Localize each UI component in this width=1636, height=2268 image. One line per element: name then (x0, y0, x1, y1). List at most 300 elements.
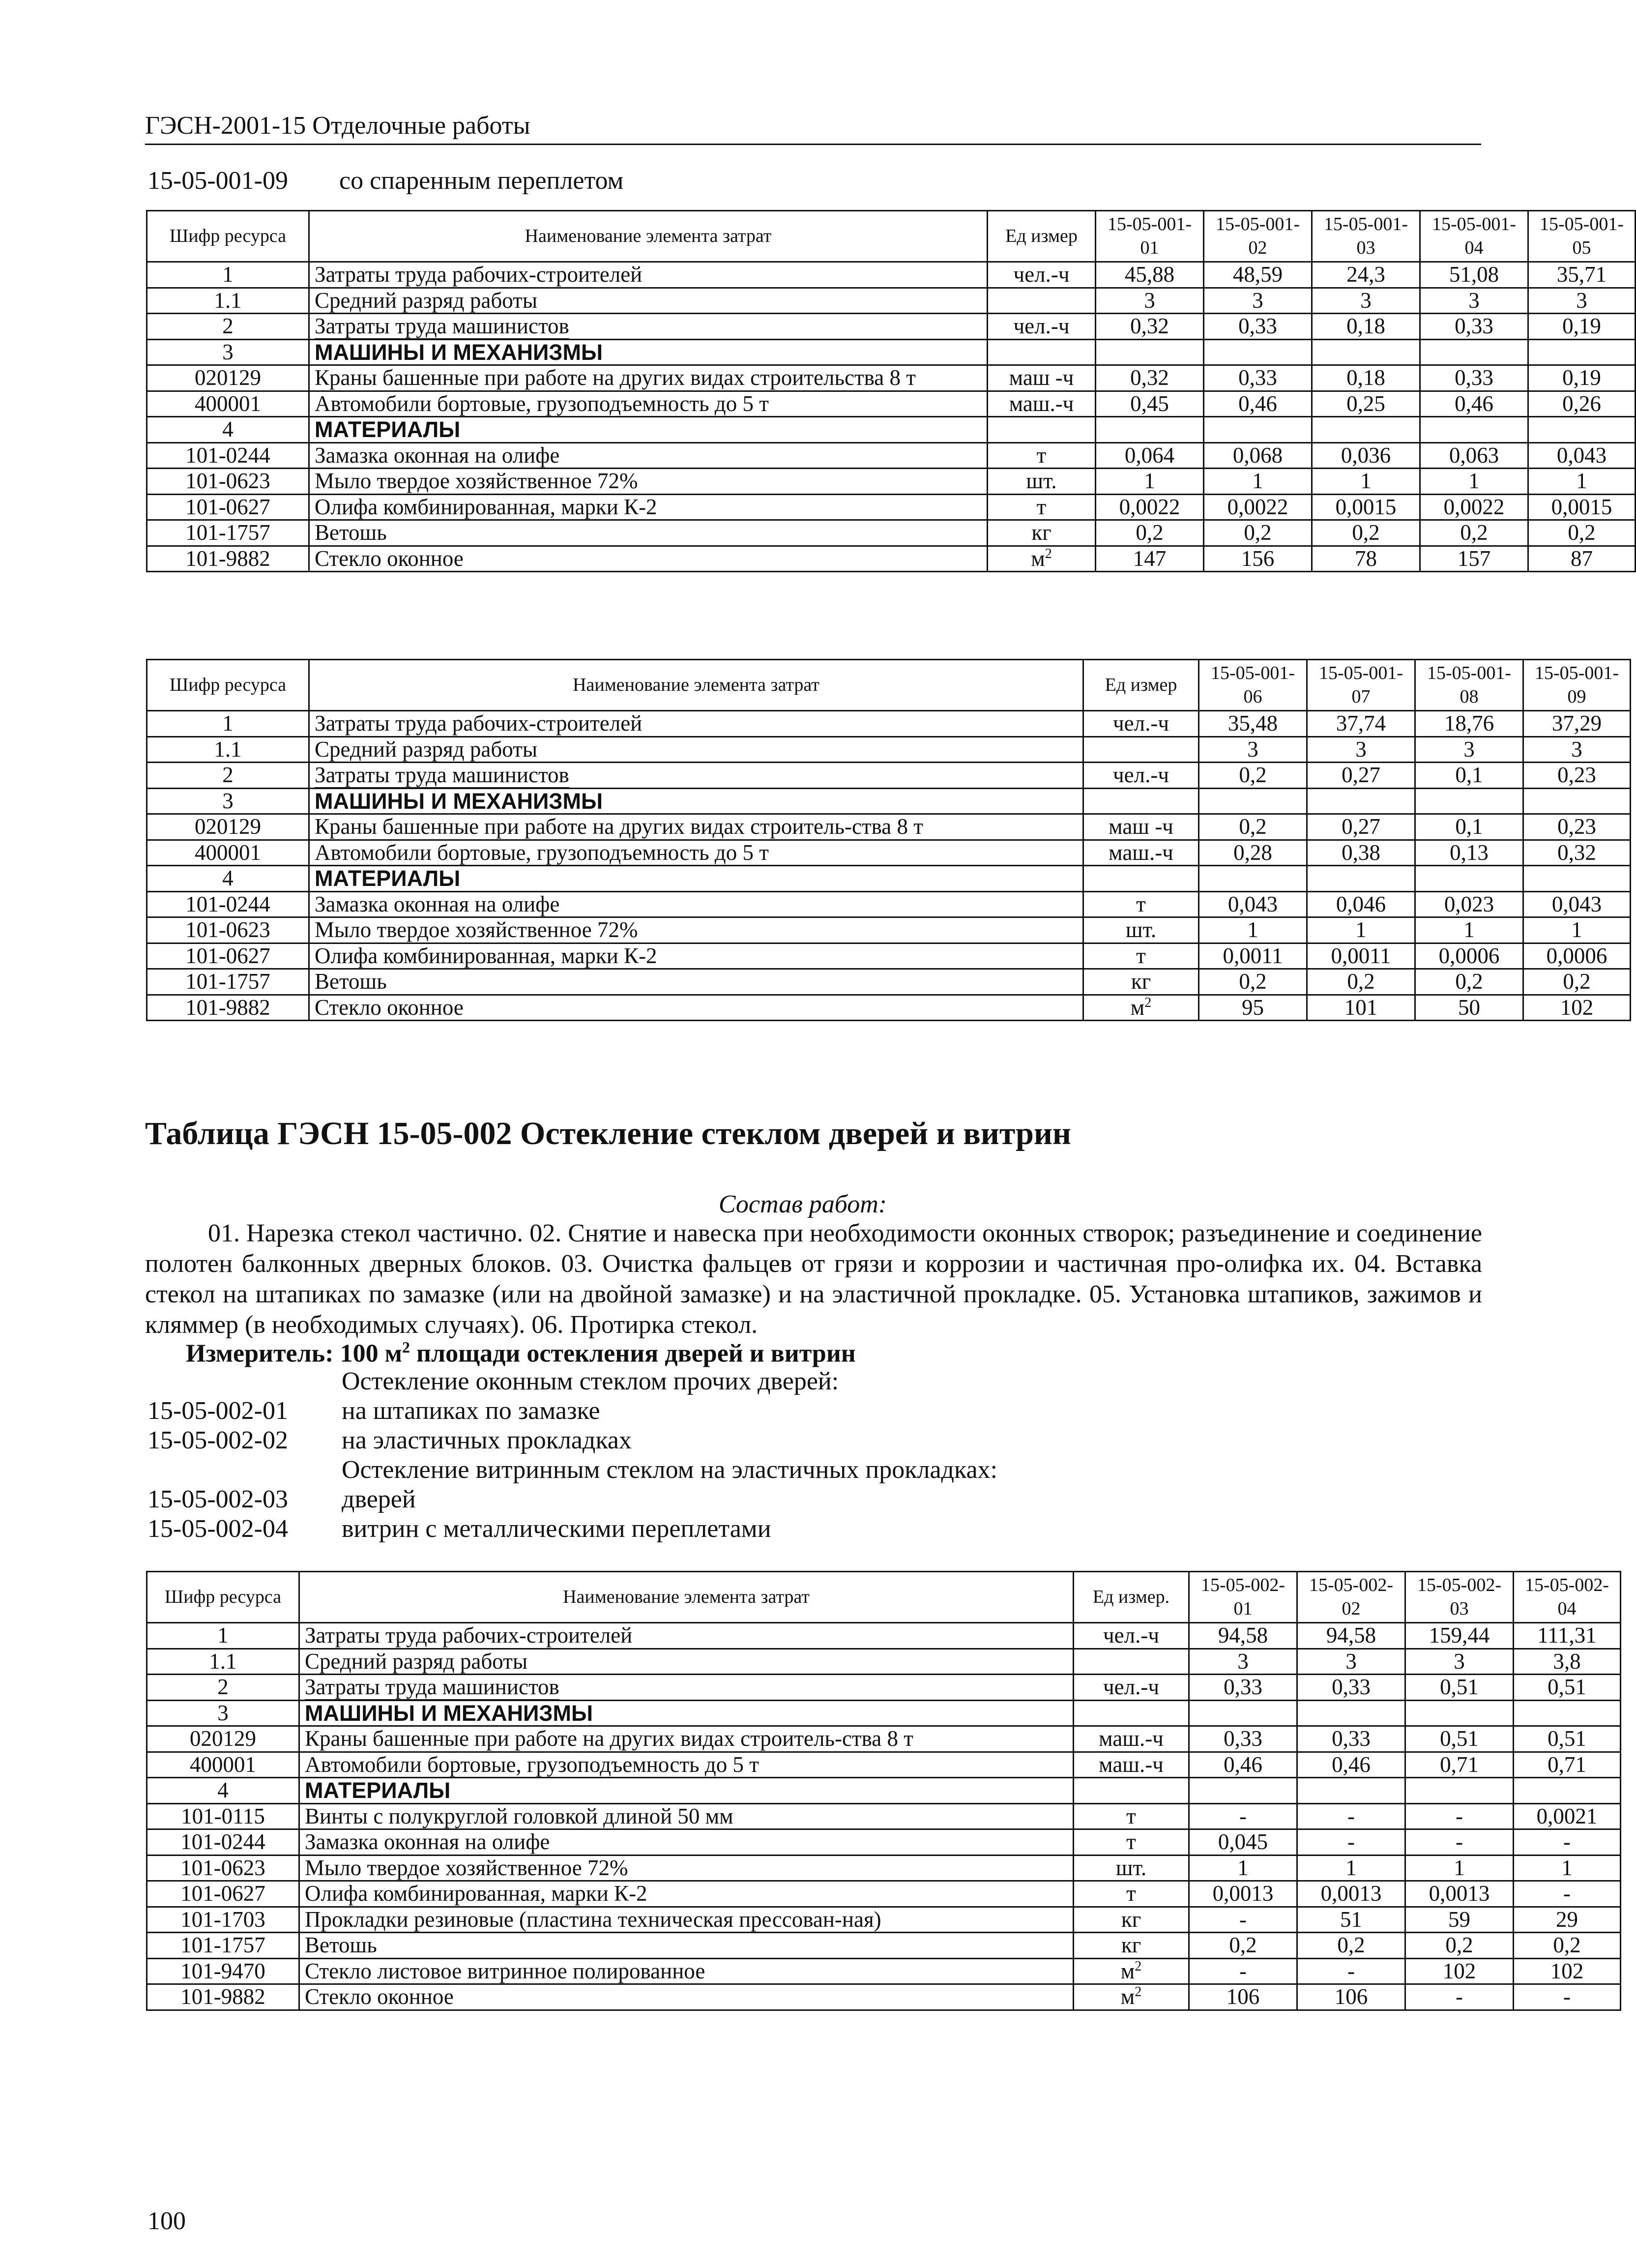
resource-value (1420, 417, 1528, 443)
resource-name-text: МАТЕРИАЛЫ (315, 417, 461, 442)
resource-value: 0,19 (1528, 365, 1636, 391)
resource-name-text: Средний разряд работы (305, 1649, 528, 1674)
resource-unit: чел.-ч (988, 314, 1096, 340)
resource-unit (988, 288, 1096, 314)
resource-name-text: Автомобили бортовые, грузоподъемность до 5 т (315, 391, 769, 416)
resource-name (309, 365, 988, 391)
table-row (147, 917, 1631, 943)
resource-name (309, 339, 988, 365)
resource-value (1528, 339, 1636, 365)
resource-value (1415, 866, 1523, 892)
resource-value: 0,13 (1415, 840, 1523, 866)
resource-name-text: Автомобили бортовые, грузоподъемность до 5 т (315, 840, 769, 865)
resource-value: 37,29 (1523, 711, 1631, 737)
resource-value: 0,51 (1405, 1675, 1514, 1701)
table-row (147, 788, 1631, 814)
group-heading-2: Остекление витринным стеклом на эластичных прокладках: (342, 1456, 997, 1484)
resource-name-text: Стекло листовое витринное полированное (305, 1958, 705, 1983)
resource-value: 0,0013 (1297, 1881, 1405, 1907)
resource-value: 0,27 (1307, 763, 1415, 789)
resource-name (309, 417, 988, 443)
resource-value: 102 (1514, 1958, 1621, 1984)
table-row (147, 1726, 1621, 1752)
resource-value: 0,26 (1528, 391, 1636, 417)
resource-code: 101-1757 (147, 520, 309, 546)
work-composition-text: 01. Нарезка стекол частично. 02. Снятие и навеска при необходимости оконных створок; разъединение и соединение полотен балконных дверных блоков. 03. Очистка фальцев от грязи и коррозии и частичная про-олифка их. 04. Вставка стекол на штапиках по замазке (или на двойной замазке) и на эластичной прокладке. 05. Установка штапиков, зажимов и кляммер (в необходимых случаях). 06. Протирка стекол. (145, 1219, 1482, 1339)
header-unit: Ед измер (988, 211, 1096, 262)
header-unit: Ед измер. (1074, 1572, 1189, 1623)
resource-value: 0,0021 (1514, 1803, 1621, 1829)
measure-value: 100 м (340, 1339, 403, 1368)
resource-name-text: Затраты труда машинистов (315, 763, 569, 787)
resource-name-text: МАШИНЫ И МЕХАНИЗМЫ (315, 788, 603, 814)
resource-name (309, 814, 1083, 840)
resource-name-text: МАТЕРИАЛЫ (315, 866, 461, 891)
resource-value: 3,8 (1514, 1649, 1621, 1675)
resource-value (1297, 1700, 1405, 1726)
resource-value: 3 (1405, 1649, 1514, 1675)
option-code: 15-05-002-03 (147, 1485, 288, 1513)
resource-value: 0,23 (1523, 763, 1631, 789)
resource-code: 2 (147, 763, 309, 789)
resource-value: 0,45 (1096, 391, 1204, 417)
resource-name (309, 969, 1083, 995)
resource-name (299, 1984, 1074, 2010)
table-row (147, 339, 1636, 365)
resource-value: 0,0022 (1096, 494, 1204, 520)
table-row (147, 711, 1631, 737)
resource-value: - (1514, 1984, 1621, 2010)
resource-table-3 (146, 1571, 1621, 2011)
table-header-row (147, 1572, 1621, 1623)
option-text: на эластичных прокладках (342, 1426, 632, 1454)
resource-value: 159,44 (1405, 1623, 1514, 1649)
resource-value: 0,2 (1415, 969, 1523, 995)
resource-name (299, 1881, 1074, 1907)
resource-unit: шт. (1074, 1855, 1189, 1881)
resource-value (1415, 788, 1523, 814)
resource-code: 3 (147, 339, 309, 365)
resource-code: 3 (147, 1700, 299, 1726)
resource-unit: маш.-ч (1074, 1752, 1189, 1778)
option-row-1 (147, 1396, 600, 1425)
resource-code: 400001 (147, 840, 309, 866)
resource-value: 0,46 (1297, 1752, 1405, 1778)
resource-table-2 (146, 659, 1631, 1021)
resource-value: 0,32 (1096, 365, 1204, 391)
resource-name (299, 1649, 1074, 1675)
resource-value: - (1405, 1984, 1514, 2010)
resource-value: 111,31 (1514, 1623, 1621, 1649)
unit-superscript: 2 (1144, 995, 1152, 1010)
resource-value: 1 (1405, 1855, 1514, 1881)
table-row (147, 969, 1631, 995)
resource-unit: маш.-ч (988, 391, 1096, 417)
resource-value: 51 (1297, 1907, 1405, 1933)
resource-unit: $м^2$ (1074, 1984, 1189, 2010)
resource-value: 0,046 (1307, 891, 1415, 917)
resource-value: 0,2 (1096, 520, 1204, 546)
resource-name (299, 1933, 1074, 1959)
resource-unit: шт. (988, 469, 1096, 495)
resource-value: 78 (1312, 546, 1420, 572)
table-row (147, 866, 1631, 892)
work-composition-label: Состав работ: (718, 1190, 887, 1218)
resource-value: 51,08 (1420, 262, 1528, 288)
resource-name-text: Краны башенные при работе на других видах строитель-ства 8 т (305, 1726, 913, 1751)
resource-value: 0,043 (1528, 442, 1636, 469)
resource-value: 3 (1199, 736, 1307, 763)
resource-code: 020129 (147, 365, 309, 391)
resource-name (309, 943, 1083, 969)
resource-value: 1 (1312, 469, 1420, 495)
resource-code: 101-0623 (147, 469, 309, 495)
table-row (147, 1675, 1621, 1701)
resource-name (309, 866, 1083, 892)
resource-value: 1 (1523, 917, 1631, 943)
header-column-code: 15-05-001-06 (1199, 660, 1307, 711)
subheader (147, 166, 623, 195)
resource-code: 4 (147, 866, 309, 892)
table-row (147, 995, 1631, 1021)
resource-code: 1 (147, 1623, 299, 1649)
resource-value (1307, 788, 1415, 814)
resource-value (1523, 866, 1631, 892)
resource-value: 0,0022 (1204, 494, 1312, 520)
option-code: 15-05-002-01 (147, 1397, 288, 1425)
resource-value: 0,036 (1312, 442, 1420, 469)
resource-value: 147 (1096, 546, 1204, 572)
resource-name-text: Замазка оконная на олифе (315, 442, 560, 468)
resource-value: 87 (1528, 546, 1636, 572)
table-row (147, 840, 1631, 866)
resource-code: 1.1 (147, 736, 309, 763)
resource-name-text: Стекло оконное (305, 1984, 454, 2009)
resource-value: - (1514, 1881, 1621, 1907)
header-column-code: 15-05-001-08 (1415, 660, 1523, 711)
header-column-code: 15-05-001-04 (1420, 211, 1528, 262)
table-row (147, 520, 1636, 546)
resource-value (1189, 1778, 1297, 1804)
resource-unit: маш.-ч (1074, 1726, 1189, 1752)
resource-value: 156 (1204, 546, 1312, 572)
resource-name-text: МАШИНЫ И МЕХАНИЗМЫ (315, 339, 603, 365)
resource-value: 0,2 (1199, 763, 1307, 789)
resource-unit (1074, 1700, 1189, 1726)
table-row (147, 288, 1636, 314)
resource-table-1 (146, 210, 1636, 572)
table-row (147, 1623, 1621, 1649)
resource-name-text: Мыло твердое хозяйственное 72% (305, 1855, 628, 1880)
resource-value: 0,46 (1189, 1752, 1297, 1778)
table-row (147, 1829, 1621, 1856)
resource-name-text: Автомобили бортовые, грузоподъемность до 5 т (305, 1752, 759, 1777)
resource-value: 0,2 (1199, 969, 1307, 995)
resource-value: 0,064 (1096, 442, 1204, 469)
resource-code: 101-0244 (147, 891, 309, 917)
header-column-code: 15-05-002-03 (1405, 1572, 1514, 1623)
resource-value: 0,2 (1528, 520, 1636, 546)
resource-name (309, 391, 988, 417)
resource-unit: кг (1074, 1933, 1189, 1959)
page-number: 100 (147, 2207, 186, 2235)
resource-value: 35,71 (1528, 262, 1636, 288)
resource-name (299, 1907, 1074, 1933)
resource-unit: маш -ч (1083, 814, 1199, 840)
resource-name (309, 442, 988, 469)
resource-value: 0,023 (1415, 891, 1523, 917)
table-row (147, 1984, 1621, 2010)
resource-value (1420, 339, 1528, 365)
header-column-code: 15-05-001-07 (1307, 660, 1415, 711)
unit-superscript: 2 (1045, 546, 1052, 561)
resource-value: 0,38 (1307, 840, 1415, 866)
resource-unit: т (1074, 1829, 1189, 1856)
resource-name (299, 1675, 1074, 1701)
resource-value: 3 (1307, 736, 1415, 763)
resource-value: 0,32 (1096, 314, 1204, 340)
resource-value: 0,2 (1189, 1933, 1297, 1959)
table-header-row (147, 660, 1631, 711)
resource-value: 0,2 (1420, 520, 1528, 546)
resource-name (299, 1752, 1074, 1778)
resource-value: 3 (1189, 1649, 1297, 1675)
header-name: Наименование элемента затрат (309, 211, 988, 262)
resource-value: 0,0006 (1415, 943, 1523, 969)
resource-value: 1 (1514, 1855, 1621, 1881)
resource-unit (1074, 1649, 1189, 1675)
table-row (147, 1649, 1621, 1675)
resource-value: 3 (1415, 736, 1523, 763)
resource-unit (1074, 1778, 1189, 1804)
resource-value: 0,0006 (1523, 943, 1631, 969)
table-header-row (147, 211, 1636, 262)
resource-code: 2 (147, 1675, 299, 1701)
resource-value: 1 (1189, 1855, 1297, 1881)
resource-value: 157 (1420, 546, 1528, 572)
resource-value: 0,0011 (1199, 943, 1307, 969)
resource-value: 0,043 (1199, 891, 1307, 917)
resource-value: 95 (1199, 995, 1307, 1021)
resource-name-text: Затраты труда машинистов (315, 314, 569, 338)
resource-code: 101-0244 (147, 1829, 299, 1856)
header-name: Наименование элемента затрат (299, 1572, 1074, 1623)
resource-value (1405, 1778, 1514, 1804)
resource-unit: $м^2$ (988, 546, 1096, 572)
resource-value: 3 (1312, 288, 1420, 314)
resource-value: 0,23 (1523, 814, 1631, 840)
resource-value: 1 (1415, 917, 1523, 943)
resource-code: 1.1 (147, 1649, 299, 1675)
resource-value (1199, 866, 1307, 892)
resource-name-text: Олифа комбинированная, марки К-2 (305, 1881, 647, 1906)
resource-value: 59 (1405, 1907, 1514, 1933)
resource-code: 400001 (147, 1752, 299, 1778)
resource-unit: шт. (1083, 917, 1199, 943)
resource-value: 0,33 (1297, 1726, 1405, 1752)
resource-value: 0,28 (1199, 840, 1307, 866)
resource-code: 1 (147, 711, 309, 737)
resource-name (309, 891, 1083, 917)
resource-unit: кг (988, 520, 1096, 546)
resource-value (1312, 417, 1420, 443)
table-row (147, 891, 1631, 917)
resource-code: 101-0627 (147, 1881, 299, 1907)
resource-value: 0,045 (1189, 1829, 1297, 1856)
resource-value: 45,88 (1096, 262, 1204, 288)
resource-value (1189, 1700, 1297, 1726)
resource-unit: т (1083, 943, 1199, 969)
resource-value: - (1189, 1803, 1297, 1829)
resource-unit (1083, 866, 1199, 892)
resource-value: 0,063 (1420, 442, 1528, 469)
header-title: ГЭСН-2001-15 Отделочные работы (145, 112, 530, 140)
table-row (147, 494, 1636, 520)
table-title: Таблица ГЭСН 15-05-002 Остекление стеклом дверей и витрин (145, 1116, 1071, 1151)
resource-value: 29 (1514, 1907, 1621, 1933)
resource-value: 0,043 (1523, 891, 1631, 917)
resource-name (309, 917, 1083, 943)
resource-name (299, 1700, 1074, 1726)
resource-value: 0,2 (1204, 520, 1312, 546)
resource-unit: чел.-ч (988, 262, 1096, 288)
resource-value: 0,51 (1405, 1726, 1514, 1752)
resource-value: - (1189, 1958, 1297, 1984)
resource-code: 101-1757 (147, 1933, 299, 1959)
table-row (147, 1958, 1621, 1984)
resource-code: 101-9882 (147, 1984, 299, 2010)
resource-name-text: Винты с полукруглой головкой длиной 50 мм (305, 1803, 733, 1828)
resource-name (299, 1803, 1074, 1829)
resource-value: 0,27 (1307, 814, 1415, 840)
header-code: Шифр ресурса (147, 660, 309, 711)
unit-superscript: 2 (1135, 1984, 1142, 2000)
resource-value (1204, 339, 1312, 365)
resource-unit: маш.-ч (1083, 840, 1199, 866)
measure-label: Измеритель: (186, 1339, 334, 1368)
resource-code: 101-9882 (147, 995, 309, 1021)
resource-code: 101-0244 (147, 442, 309, 469)
resource-value: 106 (1297, 1984, 1405, 2010)
resource-unit: т (988, 442, 1096, 469)
resource-name (309, 788, 1083, 814)
resource-name (309, 711, 1083, 737)
header-column-code: 15-05-001-09 (1523, 660, 1631, 711)
resource-value (1307, 866, 1415, 892)
resource-value: - (1405, 1829, 1514, 1856)
resource-value: 0,0015 (1528, 494, 1636, 520)
option-text: дверей (342, 1485, 416, 1513)
table-row (147, 736, 1631, 763)
resource-code: 101-1703 (147, 1907, 299, 1933)
resource-unit: кг (1074, 1907, 1189, 1933)
resource-name-text: Краны башенные при работе на других видах строительства 8 т (315, 365, 916, 390)
resource-value: 0,25 (1312, 391, 1420, 417)
table-row (147, 1855, 1621, 1881)
resource-value (1096, 417, 1204, 443)
resource-value (1096, 339, 1204, 365)
resource-name-text: Краны башенные при работе на других видах строитель-ства 8 т (315, 814, 923, 839)
table-row (147, 1881, 1621, 1907)
resource-value: 0,0013 (1405, 1881, 1514, 1907)
subheader-code: 15-05-001-09 (147, 167, 288, 195)
resource-unit: чел.-ч (1083, 711, 1199, 737)
resource-name (299, 1726, 1074, 1752)
option-code: 15-05-002-02 (147, 1426, 288, 1454)
resource-value: 0,2 (1307, 969, 1415, 995)
resource-name (299, 1829, 1074, 1856)
resource-value: 1 (1199, 917, 1307, 943)
header-column-code: 15-05-002-02 (1297, 1572, 1405, 1623)
resource-value: 1 (1528, 469, 1636, 495)
table-row (147, 1778, 1621, 1804)
resource-value (1405, 1700, 1514, 1726)
resource-code: 4 (147, 1778, 299, 1804)
table-row (147, 1933, 1621, 1959)
resource-code: 1 (147, 262, 309, 288)
resource-value (1514, 1778, 1621, 1804)
resource-value: 0,0013 (1189, 1881, 1297, 1907)
resource-value: 102 (1523, 995, 1631, 1021)
page-header (145, 112, 1481, 145)
resource-value: 106 (1189, 1984, 1297, 2010)
resource-name (309, 314, 988, 340)
resource-value: 0,71 (1405, 1752, 1514, 1778)
resource-value: 0,18 (1312, 365, 1420, 391)
resource-value: 0,33 (1189, 1726, 1297, 1752)
resource-unit: т (1083, 891, 1199, 917)
resource-value: 0,1 (1415, 814, 1523, 840)
resource-name-text: Замазка оконная на олифе (315, 891, 560, 916)
resource-name (309, 840, 1083, 866)
resource-name (309, 520, 988, 546)
resource-value: 0,32 (1523, 840, 1631, 866)
resource-name-text: Затраты труда рабочих-строителей (305, 1623, 633, 1648)
resource-value: 0,2 (1514, 1933, 1621, 1959)
resource-code: 101-0115 (147, 1803, 299, 1829)
table-row (147, 763, 1631, 789)
resource-value: 3 (1297, 1649, 1405, 1675)
resource-value: 48,59 (1204, 262, 1312, 288)
resource-value: 50 (1415, 995, 1523, 1021)
table-row (147, 1907, 1621, 1933)
resource-value (1514, 1700, 1621, 1726)
resource-value: 1 (1096, 469, 1204, 495)
measure-line (186, 1338, 856, 1368)
resource-value: 0,2 (1405, 1933, 1514, 1959)
resource-code: 1.1 (147, 288, 309, 314)
resource-name (309, 469, 988, 495)
header-column-code: 15-05-002-01 (1189, 1572, 1297, 1623)
header-column-code: 15-05-002-04 (1514, 1572, 1621, 1623)
resource-value: 3 (1420, 288, 1528, 314)
resource-value: 0,068 (1204, 442, 1312, 469)
resource-value: 35,48 (1199, 711, 1307, 737)
resource-value: 0,0015 (1312, 494, 1420, 520)
header-column-code: 15-05-001-03 (1312, 211, 1420, 262)
table-row (147, 262, 1636, 288)
resource-value (1199, 788, 1307, 814)
table-row (147, 417, 1636, 443)
resource-value: 1 (1420, 469, 1528, 495)
resource-unit: т (1074, 1881, 1189, 1907)
resource-code: 400001 (147, 391, 309, 417)
resource-value: 0,51 (1514, 1675, 1621, 1701)
resource-value: 1 (1297, 1855, 1405, 1881)
resource-value: 0,46 (1204, 391, 1312, 417)
table-row (147, 1803, 1621, 1829)
resource-value: - (1297, 1803, 1405, 1829)
